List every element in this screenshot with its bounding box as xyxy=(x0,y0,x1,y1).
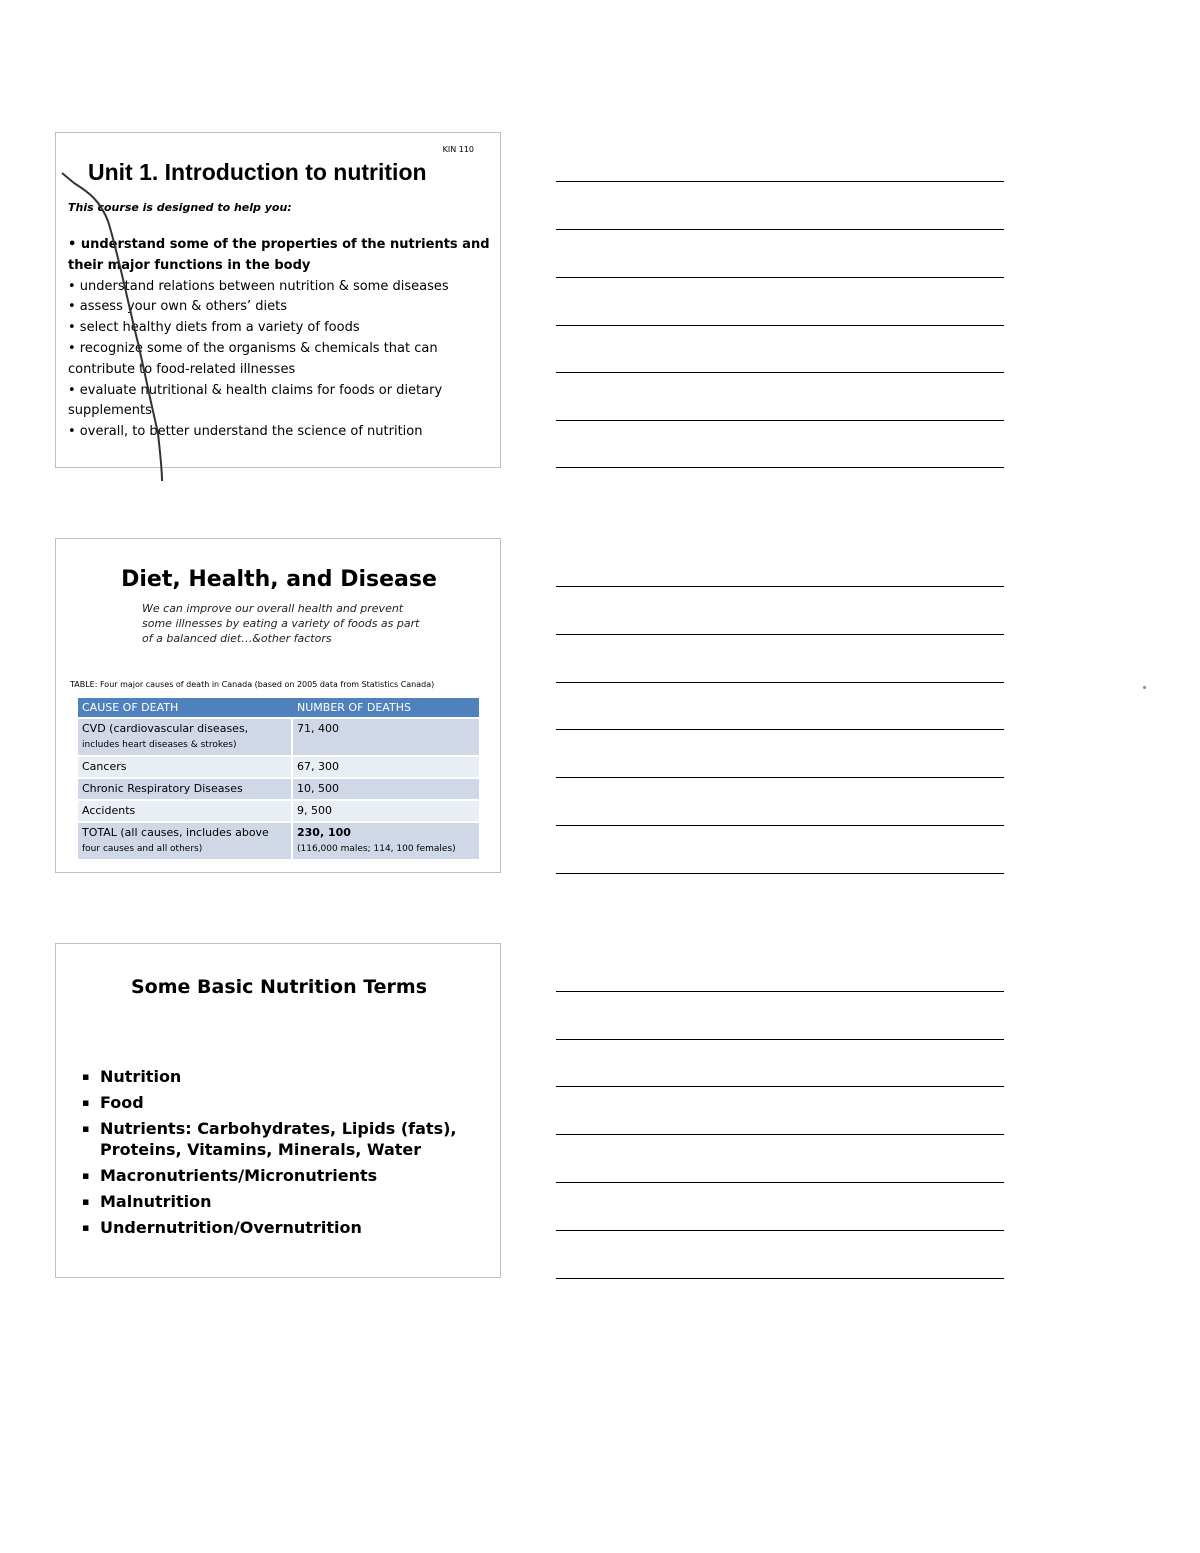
deaths-breakdown: (116,000 males; 114, 100 females) xyxy=(297,844,456,854)
table-row xyxy=(78,719,479,755)
note-line xyxy=(556,1134,1004,1135)
deaths-cell xyxy=(293,823,479,859)
list-item: ▪ Food xyxy=(82,1092,482,1113)
note-line xyxy=(556,729,1004,730)
list-item: ▪ Nutrients: Carbohydrates, Lipids (fats), Proteins, Vitamins, Minerals, Water xyxy=(82,1118,482,1160)
note-line xyxy=(556,682,1004,683)
note-line xyxy=(556,467,1004,468)
table-row xyxy=(78,757,479,777)
list-item: • recognize some of the organisms & chemicals that can contribute to food-related illnesses xyxy=(68,340,438,377)
slide-title: Diet, Health, and Disease xyxy=(121,567,437,592)
cause-text: TOTAL (all causes, includes above xyxy=(82,826,269,839)
list-item: • select healthy diets from a variety of foods xyxy=(68,320,360,336)
slide-intro: This course is designed to help you: xyxy=(68,201,292,214)
terms-list xyxy=(82,1066,482,1243)
table-row xyxy=(78,823,479,859)
stray-dot xyxy=(1143,686,1146,689)
cause-text: CVD (cardiovascular diseases, xyxy=(82,722,249,735)
deaths-cell: 10, 500 xyxy=(293,779,479,799)
note-line xyxy=(556,372,1004,373)
list-item: • evaluate nutritional & health claims for foods or dietary supplements xyxy=(68,382,443,419)
objectives-list xyxy=(68,235,490,443)
table-caption: TABLE: Four major causes of death in Canada (based on 2005 data from Statistics Canada) xyxy=(70,680,435,689)
note-line xyxy=(556,420,1004,421)
table-row xyxy=(78,801,479,821)
list-item: ▪ Nutrition xyxy=(82,1066,482,1087)
deaths-cell: 9, 500 xyxy=(293,801,479,821)
note-line xyxy=(556,586,1004,587)
deaths-cell: 67, 300 xyxy=(293,757,479,777)
list-item: ▪ Malnutrition xyxy=(82,1191,482,1212)
note-line xyxy=(556,1182,1004,1183)
note-line xyxy=(556,825,1004,826)
cause-cell xyxy=(78,823,293,859)
cause-cell: Cancers xyxy=(78,757,293,777)
list-item: • assess your own & others’ diets xyxy=(68,299,287,315)
deaths-cell: 71, 400 xyxy=(293,719,479,755)
note-line xyxy=(556,277,1004,278)
note-line xyxy=(556,181,1004,182)
cause-note: four causes and all others) xyxy=(82,844,203,854)
cause-note: includes heart diseases & strokes) xyxy=(82,740,237,750)
note-line xyxy=(556,229,1004,230)
course-tag: KIN 110 xyxy=(442,145,474,154)
slide-intro-to-nutrition xyxy=(55,132,501,468)
list-item: ▪ Undernutrition/Overnutrition xyxy=(82,1217,482,1238)
table-row xyxy=(78,779,479,799)
deaths-total: 230, 100 xyxy=(297,826,351,839)
slide-subtitle: We can improve our overall health and prevent some illnesses by eating a variety of foods as part of a balanced diet…&other factors xyxy=(142,602,420,645)
note-line xyxy=(556,873,1004,874)
note-line xyxy=(556,325,1004,326)
slide-title: Some Basic Nutrition Terms xyxy=(130,976,428,998)
column-header: CAUSE OF DEATH xyxy=(78,698,293,717)
list-item: • overall, to better understand the science of nutrition xyxy=(68,424,423,440)
note-line xyxy=(556,1086,1004,1087)
note-line xyxy=(556,991,1004,992)
note-line xyxy=(556,777,1004,778)
list-item: ▪ Macronutrients/Micronutrients xyxy=(82,1165,482,1186)
slide-basic-nutrition-terms xyxy=(55,943,501,1278)
note-line xyxy=(556,1278,1004,1279)
cause-cell: Accidents xyxy=(78,801,293,821)
note-line xyxy=(556,1230,1004,1231)
causes-of-death-table xyxy=(78,696,479,861)
slide-diet-health-disease xyxy=(55,538,501,873)
table-header-row xyxy=(78,698,479,717)
list-item: • understand some of the properties of the nutrients and their major functions in the body xyxy=(68,237,490,273)
note-line xyxy=(556,1039,1004,1040)
column-header: NUMBER OF DEATHS xyxy=(293,698,479,717)
note-line xyxy=(556,634,1004,635)
list-item: • understand relations between nutrition & some diseases xyxy=(68,278,449,294)
cause-cell: Chronic Respiratory Diseases xyxy=(78,779,293,799)
cause-cell xyxy=(78,719,293,755)
slide-title: Unit 1. Introduction to nutrition xyxy=(88,159,427,185)
